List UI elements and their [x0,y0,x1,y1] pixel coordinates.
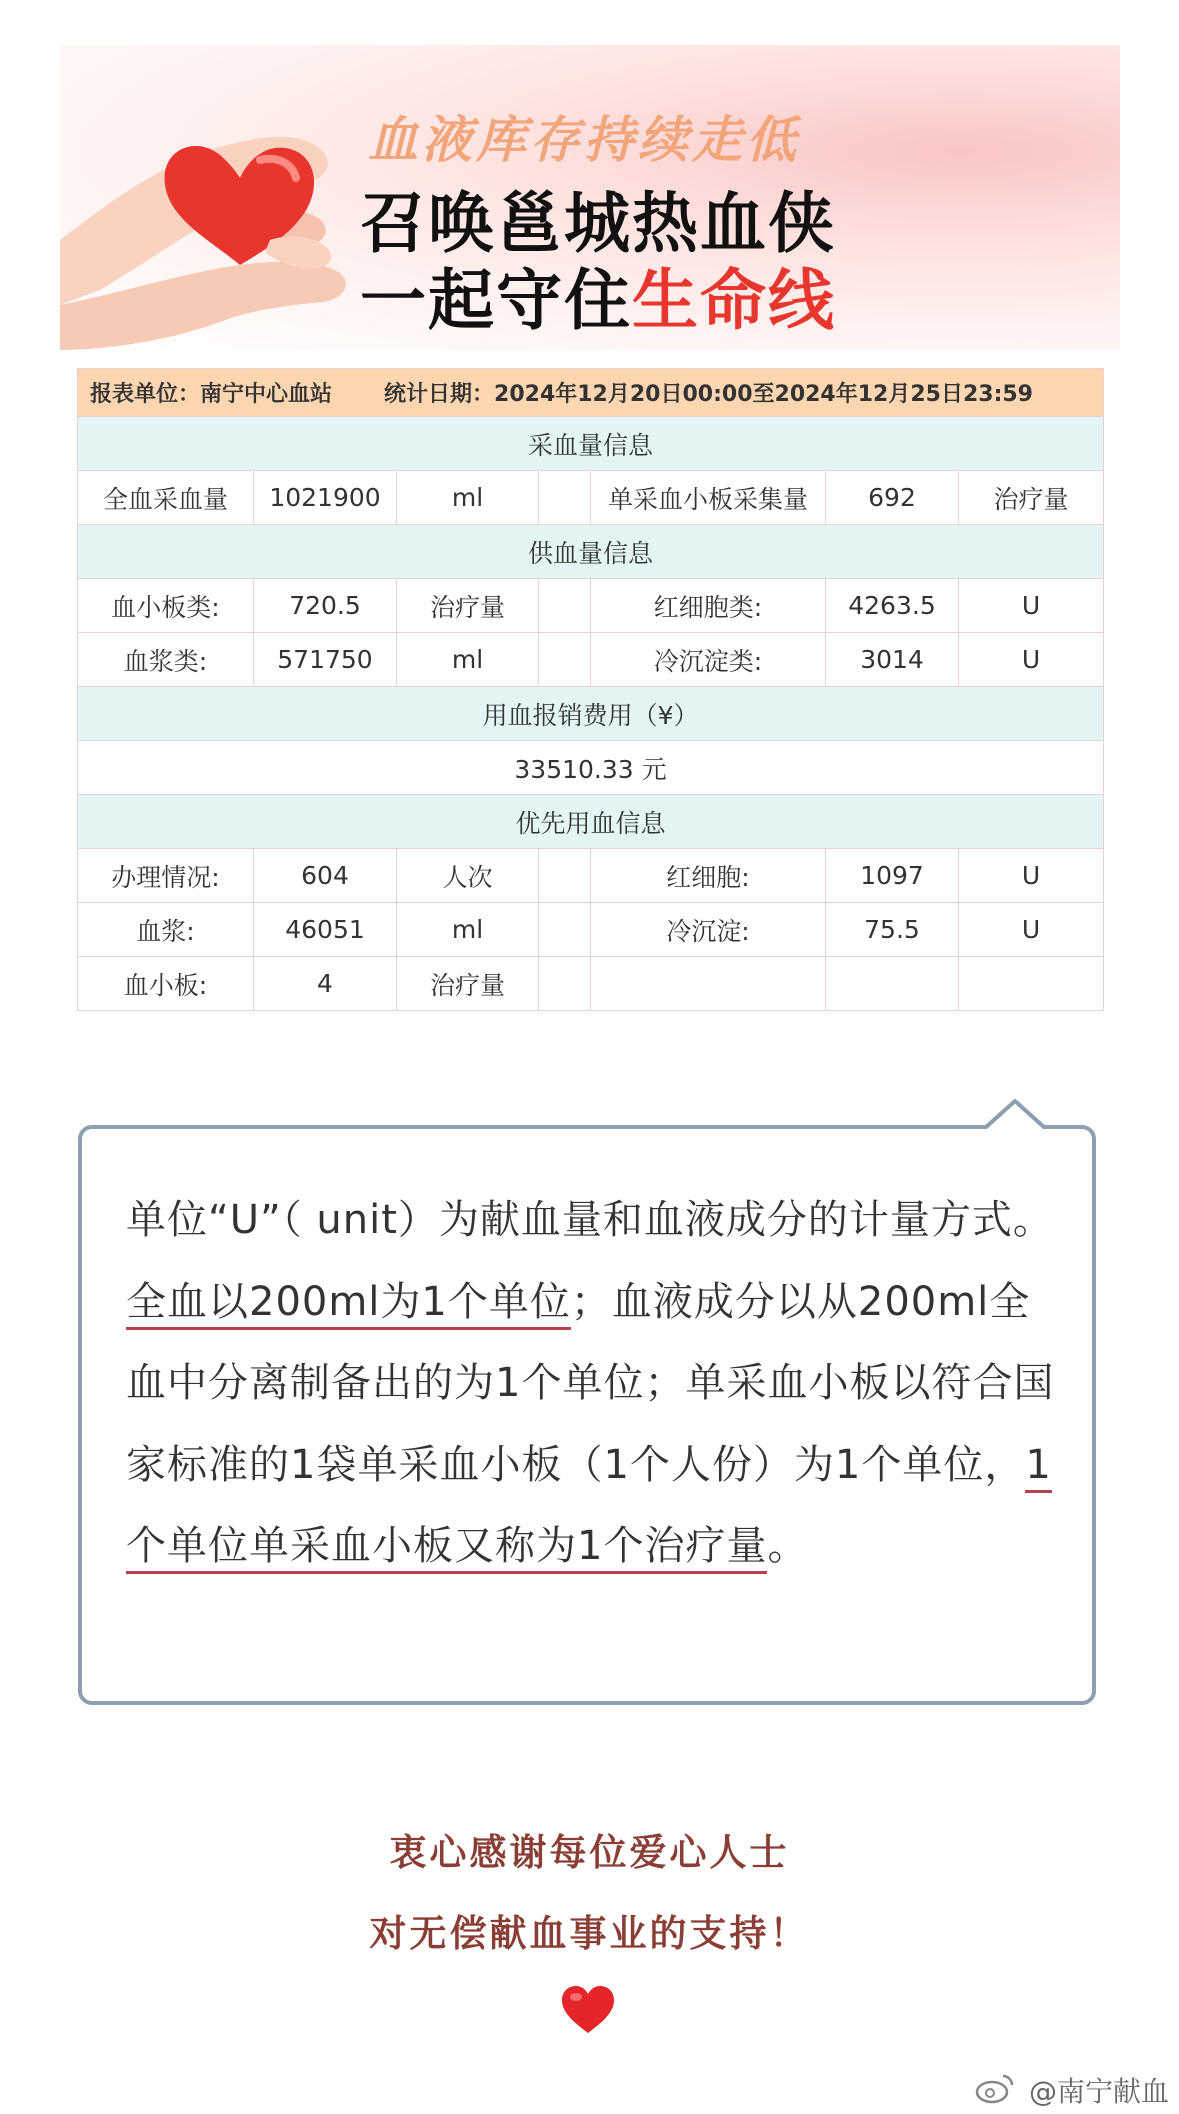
report-unit: 报表单位：南宁中心血站 [90,382,333,407]
cell-empty [539,633,591,687]
banner-subtitle [360,247,836,342]
cell-empty [539,903,591,957]
cell-value: 75.5 [826,903,959,957]
cell-label: 单采血小板采集量 [591,471,826,525]
note-part: ；血液成分以从200ml全血中分离制备出的为1个单位；单采血小板以符合国家标准的1袋单采血小板（1个人份）为1个单位， [126,1278,1055,1488]
cell-value: 46051 [254,903,397,957]
cell-unit: U [959,579,1104,633]
cell-label: 红细胞类: [591,579,826,633]
cell-value: 4263.5 [826,579,959,633]
cell-unit: ml [397,471,539,525]
cell-unit: ml [397,903,539,957]
table-row [78,741,1104,795]
section-row [78,795,1104,849]
unit-note-text [126,1180,1056,1588]
cell-value: 604 [254,849,397,903]
cell-label: 冷沉淀类: [591,633,826,687]
thanks-line-1: 衷心感谢每位爱心人士 [389,1831,790,1874]
weibo-icon [975,2072,1015,2104]
cell-label: 冷沉淀: [591,903,826,957]
report-header-cell [78,369,1104,417]
cell-unit: 治疗量 [959,471,1104,525]
table-row [78,633,1104,687]
cell-label: 办理情况: [78,849,254,903]
table-row [78,849,1104,903]
banner-subtitle-highlight: 生命线 [632,262,836,339]
cell-label: 血浆: [78,903,254,957]
cell-value: 1021900 [254,471,397,525]
note-part: 单位“U”（ unit）为献血量和血液成分的计量方式。 [126,1197,1054,1243]
banner-headline: 血液库存持续走低 [368,111,800,169]
section-row [78,417,1104,471]
table-row [78,579,1104,633]
cell-empty [539,471,591,525]
section-row [78,687,1104,741]
blood-report-table [77,368,1104,1011]
cell-unit [959,957,1104,1011]
banner-title: 召唤邕城热血侠 [360,185,836,262]
cell-value: 3014 [826,633,959,687]
section-title-reimburse: 用血报销费用（¥） [78,687,1104,741]
cell-label: 血浆类: [78,633,254,687]
cell-unit: U [959,903,1104,957]
section-title-priority: 优先用血信息 [78,795,1104,849]
cell-label: 血小板类: [78,579,254,633]
section-title-supply: 供血量信息 [78,525,1104,579]
table-row [78,471,1104,525]
cell-unit: U [959,849,1104,903]
cell-label: 全血采血量 [78,471,254,525]
cell-label [591,957,826,1011]
report-header-row [78,369,1104,417]
cell-empty [539,957,591,1011]
cell-value: 720.5 [254,579,397,633]
speech-notch-icon [985,1097,1045,1131]
cell-unit: ml [397,633,539,687]
cell-unit: 治疗量 [397,579,539,633]
cell-value: 1097 [826,849,959,903]
note-part: 。 [767,1523,809,1569]
cell-value: 571750 [254,633,397,687]
table-row [78,957,1104,1011]
cell-value [826,957,959,1011]
section-title-collection: 采血量信息 [78,417,1104,471]
note-underline: 全血以200ml为1个单位 [126,1279,571,1330]
cell-value: 4 [254,957,397,1011]
reimburse-value: 33510.33 元 [78,741,1104,795]
banner [60,45,1120,350]
cell-label: 血小板: [78,957,254,1011]
table-row [78,903,1104,957]
heart-icon [560,1985,616,2035]
hands-holding-heart-icon [60,90,360,350]
section-row [78,525,1104,579]
cell-unit: 治疗量 [397,957,539,1011]
cell-unit: 人次 [397,849,539,903]
cell-label: 红细胞: [591,849,826,903]
cell-unit: U [959,633,1104,687]
cell-value: 692 [826,471,959,525]
cell-empty [539,579,591,633]
thanks-line-2: 对无偿献血事业的支持！ [369,1912,810,1955]
cell-empty [539,849,591,903]
watermark: @南宁献血 [1028,2075,1169,2108]
report-date: 统计日期：2024年12月20日00:00至2024年12月25日23:59 [384,382,1033,407]
note-underline: 1个单位单采血小板又称为1个治疗量 [126,1442,1052,1575]
banner-subtitle-prefix: 一起守住 [360,262,632,339]
